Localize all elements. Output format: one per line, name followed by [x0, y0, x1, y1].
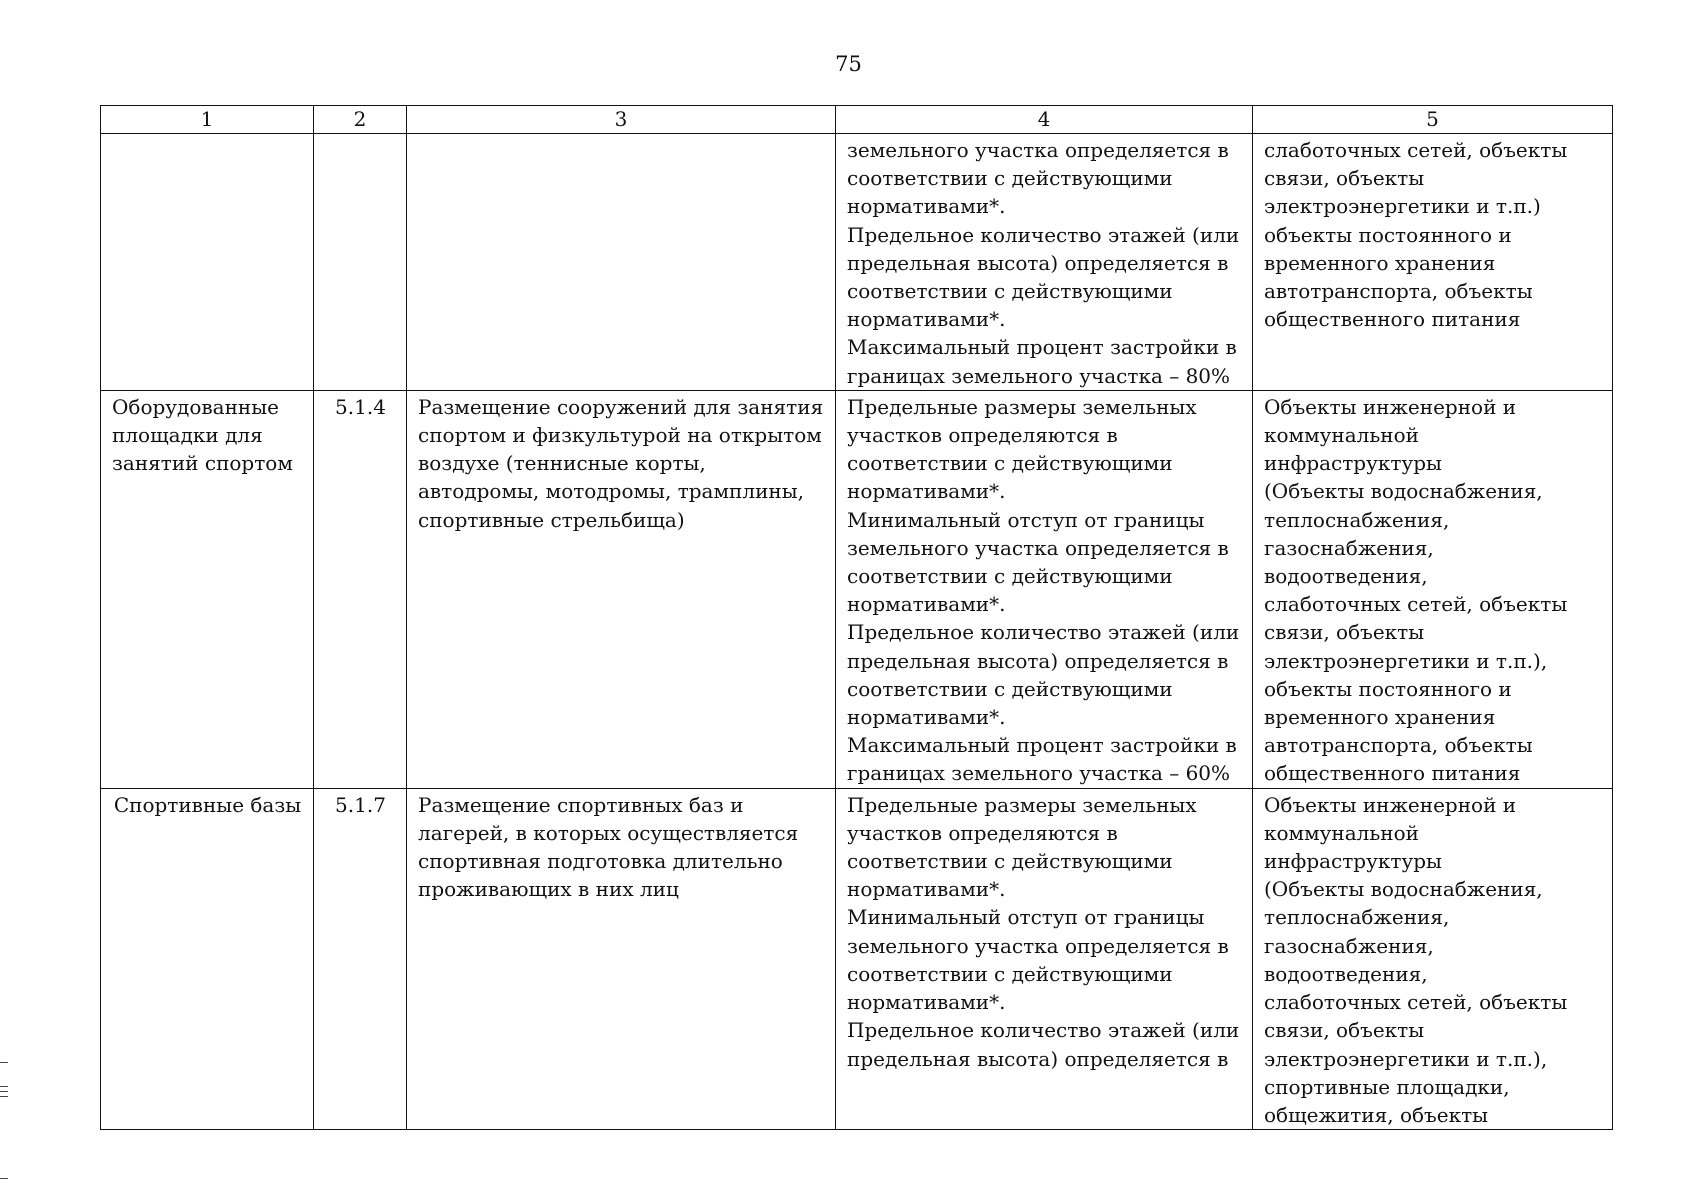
column-header: 5 [1253, 106, 1613, 134]
scan-margin-mark [0, 1091, 8, 1092]
table-row [101, 134, 1613, 391]
use-type-cell [101, 134, 314, 391]
parameters-cell: Предельные размеры земельных участков определяются в соответствии с действующими нормативами*. Минимальный отступ от границы земельного участка определяется в соответствии с действующими нормативами*. Предельное количество этажей (или предельная высота) определяется в соответствии с действующими нормативами*. Максимальный процент застройки в границах земельного участка – 60% [836, 390, 1253, 788]
land-use-table [100, 105, 1613, 1130]
column-header: 2 [314, 106, 407, 134]
page-number: 75 [835, 52, 862, 76]
table-row [101, 390, 1613, 788]
column-header: 1 [101, 106, 314, 134]
use-type-cell: Спортивные базы [101, 788, 314, 1129]
table-row [101, 788, 1613, 1129]
table-header-row [101, 106, 1613, 134]
column-header: 4 [836, 106, 1253, 134]
use-type-cell: Оборудованные площадки для занятий спортом [101, 390, 314, 788]
description-cell [407, 134, 836, 391]
code-cell: 5.1.7 [314, 788, 407, 1129]
scan-margin-mark [0, 1062, 8, 1063]
auxiliary-uses-cell: Объекты инженерной и коммунальной инфраструктуры (Объекты водоснабжения, теплоснабжения, газоснабжения, водоотведения, слаботочных сетей, объекты связи, объекты электроэнергетики и т.п.), объекты постоянного и временного хранения автотранспорта, объекты общественного питания [1253, 390, 1613, 788]
column-header: 3 [407, 106, 836, 134]
auxiliary-uses-cell: Объекты инженерной и коммунальной инфраструктуры (Объекты водоснабжения, теплоснабжения, газоснабжения, водоотведения, слаботочных сетей, объекты связи, объекты электроэнергетики и т.п.), спортивные площадки, общежития, объекты [1253, 788, 1613, 1129]
auxiliary-uses-cell: слаботочных сетей, объекты связи, объекты электроэнергетики и т.п.) объекты постоянного и временного хранения автотранспорта, объекты общественного питания [1253, 134, 1613, 391]
scan-margin-mark [0, 1086, 8, 1087]
scan-margin-mark [0, 1178, 8, 1179]
description-cell: Размещение сооружений для занятия спортом и физкультурой на открытом воздухе (теннисные корты, автодромы, мотодромы, трамплины, спортивные стрельбища) [407, 390, 836, 788]
description-cell: Размещение спортивных баз и лагерей, в которых осуществляется спортивная подготовка длительно проживающих в них лиц [407, 788, 836, 1129]
code-cell: 5.1.4 [314, 390, 407, 788]
parameters-cell: земельного участка определяется в соответствии с действующими нормативами*. Предельное количество этажей (или предельная высота) определяется в соответствии с действующими нормативами*. Максимальный процент застройки в границах земельного участка – 80% [836, 134, 1253, 391]
scan-margin-mark [0, 1096, 8, 1097]
code-cell [314, 134, 407, 391]
parameters-cell: Предельные размеры земельных участков определяются в соответствии с действующими нормативами*. Минимальный отступ от границы земельного участка определяется в соответствии с действующими нормативами*. Предельное количество этажей (или предельная высота) определяется в [836, 788, 1253, 1129]
